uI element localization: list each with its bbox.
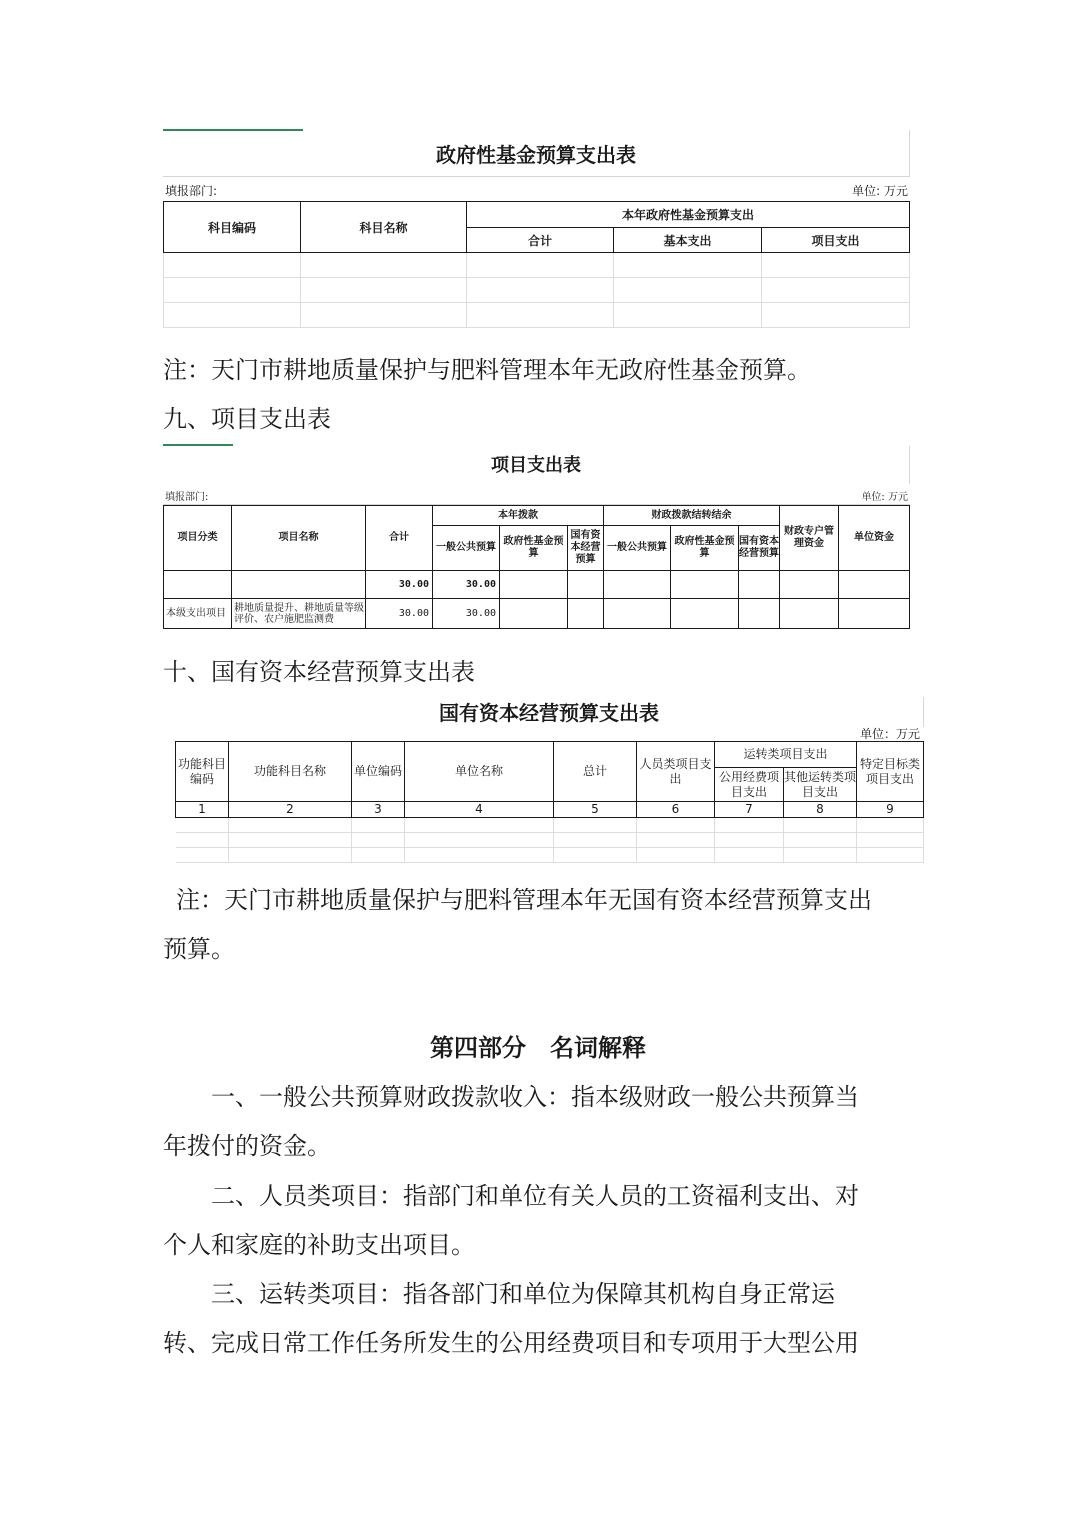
row-general: 30.00 (433, 571, 500, 599)
fill-row (163, 177, 910, 201)
row-total: 30.00 (366, 599, 433, 629)
header-specific: 特定目标类项目支出 (857, 742, 924, 802)
header-state-capital-carry: 国有资本经营预算 (739, 526, 780, 571)
row-name (232, 571, 366, 599)
table-title: 政府性基金预算支出表 (163, 130, 910, 177)
header-project-name: 项目名称 (232, 506, 366, 571)
index-cell: 6 (637, 802, 715, 818)
table-grid (163, 505, 910, 629)
header-other-operation: 其他运转类项目支出 (784, 768, 857, 802)
index-cell: 8 (784, 802, 857, 818)
table-row (164, 278, 910, 303)
table-row (164, 599, 910, 629)
header-operation-group: 运转类项目支出 (715, 742, 857, 768)
government-fund-expenditure-table (163, 130, 910, 328)
header-carryover: 财政拨款结转结余 (604, 506, 780, 526)
header-general-budget-carry: 一般公共预算 (604, 526, 671, 571)
index-cell: 7 (715, 802, 784, 818)
table-grid (163, 201, 910, 328)
header-total: 合计 (467, 228, 614, 253)
header-current-year: 本年拨款 (433, 506, 604, 526)
header-unit-name: 单位名称 (405, 742, 554, 802)
table-row (164, 303, 910, 328)
state-capital-expenditure-table (175, 697, 924, 863)
definition-3-line1: 三、运转类项目：指各部门和单位为保障其机构自身正常运 (211, 1280, 835, 1308)
header-special-account: 财政专户管理资金 (780, 506, 839, 571)
header-state-capital: 国有资本经营预算 (568, 526, 604, 571)
table-title: 项目支出表 (163, 446, 910, 484)
header-project: 项目支出 (762, 228, 910, 253)
unit-label: 单位: 万元 (852, 184, 908, 198)
dept-label: 填报部门: (165, 492, 209, 503)
index-cell: 3 (352, 802, 405, 818)
definition-2-line2: 个人和家庭的补助支出项目。 (163, 1231, 475, 1259)
header-fund-budget-carry: 政府性基金预算 (671, 526, 739, 571)
header-total: 合计 (366, 506, 433, 571)
header-category: 项目分类 (164, 506, 232, 571)
unit-label: 单位：万元 (859, 727, 920, 741)
definition-1-line1: 一、一般公共预算财政拨款收入：指本级财政一般公共预算当 (211, 1083, 859, 1111)
index-cell: 5 (554, 802, 637, 818)
header-unit-funds: 单位资金 (839, 506, 910, 571)
note-government-fund: 注：天门市耕地质量保护与肥料管理本年无政府性基金预算。 (163, 356, 811, 384)
header-public-expense: 公用经费项目支出 (715, 768, 784, 802)
row-general: 30.00 (433, 599, 500, 629)
table-grid (175, 741, 924, 863)
header-group: 本年政府性基金预算支出 (467, 202, 910, 228)
header-personnel: 人员类项目支出 (637, 742, 715, 802)
definition-3-line2: 转、完成日常工作任务所发生的公用经费项目和专项用于大型公用 (163, 1329, 859, 1357)
note-state-capital-line2: 预算。 (163, 935, 235, 963)
header-total: 总计 (554, 742, 637, 802)
table-row (176, 833, 924, 848)
section-heading-9: 九、项目支出表 (163, 405, 331, 433)
dept-label: 填报部门: (165, 184, 218, 198)
table-row (176, 818, 924, 833)
header-subject-name: 科目名称 (301, 202, 467, 253)
header-subject-code: 科目编码 (164, 202, 301, 253)
header-func-code: 功能科目编码 (176, 742, 229, 802)
header-basic: 基本支出 (614, 228, 762, 253)
note-state-capital-line1: 注：天门市耕地质量保护与肥料管理本年无国有资本经营预算支出 (176, 886, 872, 914)
index-cell: 2 (229, 802, 352, 818)
index-cell: 1 (176, 802, 229, 818)
table-row (164, 571, 910, 599)
header-func-name: 功能科目名称 (229, 742, 352, 802)
index-cell: 4 (405, 802, 554, 818)
header-general-budget: 一般公共预算 (433, 526, 500, 571)
section-heading-10: 十、国有资本经营预算支出表 (163, 658, 475, 686)
row-category (164, 571, 232, 599)
table-row (164, 253, 910, 278)
header-fund-budget: 政府性基金预算 (500, 526, 568, 571)
definition-1-line2: 年拨付的资金。 (163, 1132, 331, 1160)
unit-label: 单位: 万元 (861, 492, 908, 503)
index-cell: 9 (857, 802, 924, 818)
table-title: 国有资本经营预算支出表 (175, 697, 924, 727)
index-row (176, 802, 924, 818)
header-unit-code: 单位编码 (352, 742, 405, 802)
row-name: 耕地质量提升、耕地质量等级评价、农户施肥监测费 (232, 599, 366, 629)
row-category: 本级支出项目 (164, 599, 232, 629)
row-total: 30.00 (366, 571, 433, 599)
table-row (176, 848, 924, 863)
fill-row (163, 484, 910, 505)
definition-2-line1: 二、人员类项目：指部门和单位有关人员的工资福利支出、对 (211, 1182, 859, 1210)
unit-row (175, 727, 924, 741)
part4-heading: 第四部分 名词解释 (430, 1033, 646, 1062)
project-expenditure-table (163, 446, 910, 629)
